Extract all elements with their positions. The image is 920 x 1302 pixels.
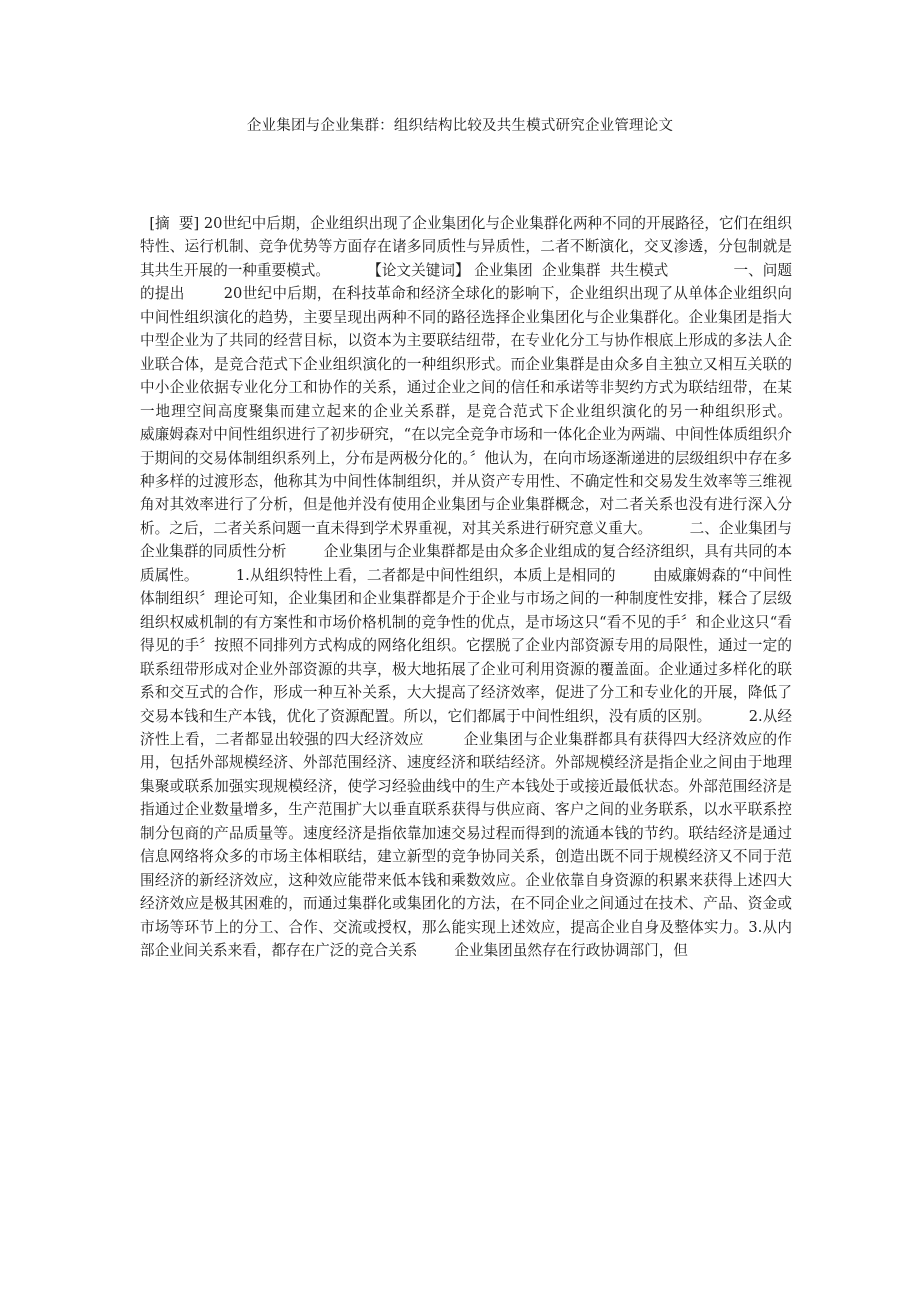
document-body: [摘 要] 20世纪中后期，企业组织出现了企业集团化与企业集群化两种不同的开展路径，它们在组织特性、运行机制、竞争优势等方面存在诸多同质性与异质性，二者不断演化，交叉渗透，分包制就是其共生开展的一种重要模式。 【论文关键词】 企业集团 企业集群 共生模式 一、问题的提出 20世纪中后期，在科技革命和经济全球化的影响下，企业组织出现了从单体企业组织向中间性组织演化的趋势，主要呈现出两种不同的路径选择企业集团化与企业集群化。企业集团是指大中型企业为了共同的经营目标，以资本为主要联结纽带，在专业化分工与协作根底上形成的多法人企业联合体，是竞合范式下企业组织演化的一种组织形式。而企业集群是由众多自主独立又相互关联的中小企业依据专业化分工和协作的关系，通过企业之间的信任和承诺等非契约方式为联结纽带，在某一地理空间高度聚集而建立起来的企业关系群，是竞合范式下企业组织演化的另一种组织形式。 威廉姆森对中间性组织进行了初步研究，“在以完全竞争市场和一体化企业为两端、中间性体质组织介于期间的交易体制组织系列上，分布是两极分化的。〞他认为，在向市场逐渐递进的层级组织中存在多种多样的过渡形态，他称其为中间性体制组织，并从资产专用性、不确定性和交易发生效率等三维视角对其效率进行了分析，但是他并没有使用企业集团与企业集群概念，对二者关系也没有进行深入分析。之后，二者关系问题一直未得到学术界重视，对其关系进行研究意义重大。 二、企业集团与企业集群的同质性分析 企业集团与企业集群都是由众多企业组成的复合经济组织，具有共同的本质属性。 1.从组织特性上看，二者都是中间性组织，本质上是相同的 由威廉姆森的“中间性体制组织〞理论可知，企业集团和企业集群都是介于企业与市场之间的一种制度性安排，糅合了层级组织权威机制的有方案性和市场价格机制的竞争性的优点，是市场这只“看不见的手〞和企业这只“看得见的手〞按照不同排列方式构成的网络化组织。它摆脱了企业内部资源专用的局限性，通过一定的联系纽带形成对企业外部资源的共享，极大地拓展了企业可利用资源的覆盖面。企业通过多样化的联系和交互式的合作，形成一种互补关系，大大提高了经济效率，促进了分工和专业化的开展，降低了交易本钱和生产本钱，优化了资源配置。所以，它们都属于中间性组织，没有质的区别。 2.从经济性上看，二者都显出较强的四大经济效应 企业集团与企业集群都具有获得四大经济效应的作用，包括外部规模经济、外部范围经济、速度经济和联结经济。外部规模经济是指企业之间由于地理集聚或联系加强实现规模经济，使学习经验曲线中的生产本钱处于或接近最低状态。外部范围经济是指通过企业数量增多，生产范围扩大以垂直联系获得与供应商、客户之间的业务联系，以水平联系控制分包商的产品质量等。速度经济是指依靠加速交易过程而得到的流通本钱的节约。联结经济是通过信息网络将众多的市场主体相联结，建立新型的竞争协同关系，创造出既不同于规模经济又不同于范围经济的新经济效应，这种效应能带来低本钱和乘数效应。企业依靠自身资源的积累来获得上述四大经济效应是极其困难的，而通过集群化或集团化的方法，在不同企业之间通过在技术、产品、资金或市场等环节上的分工、合作、交流或授权，那么能实现上述效应，提高企业自身及整体实力。3.从内部企业间关系来看，都存在广泛的竞合关系 企业集团虽然存在行政协调部门，但 bbox=[140, 215, 830, 960]
document-title: 企业集团与企业集群：组织结构比较及共生模式研究企业管理论文 bbox=[246, 118, 674, 134]
